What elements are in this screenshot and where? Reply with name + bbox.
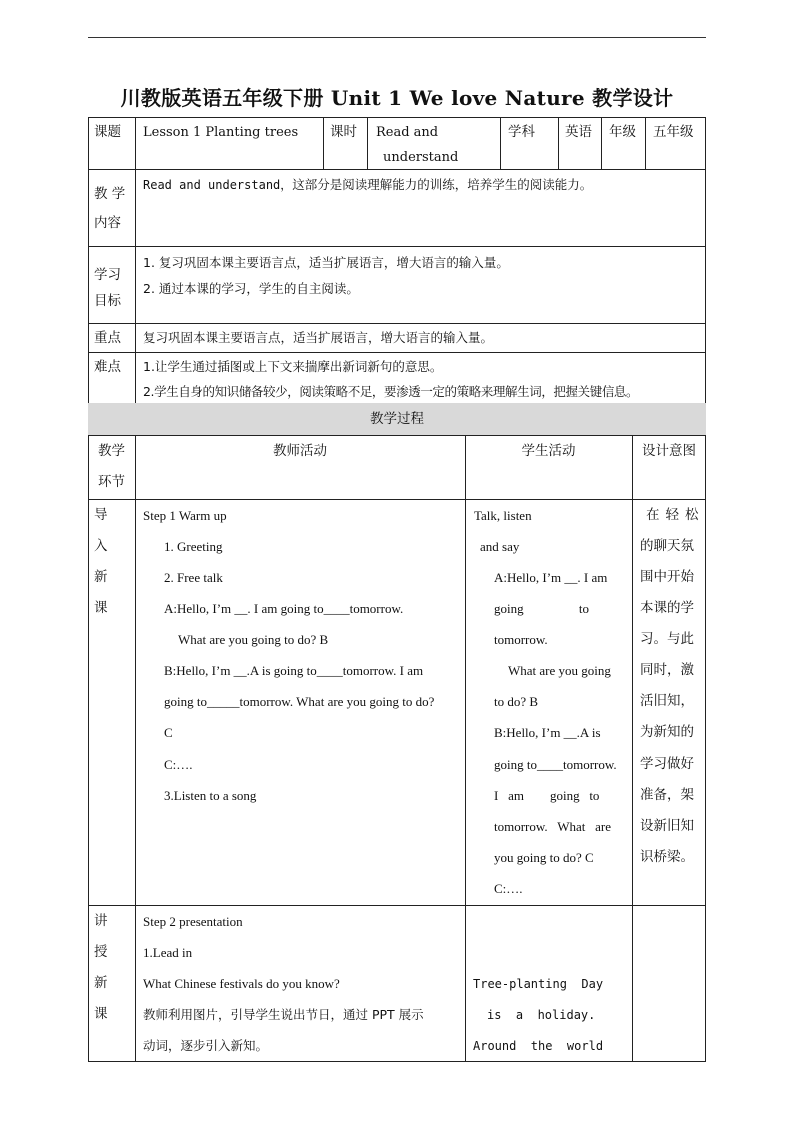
process-header: 教学过程 — [370, 411, 424, 427]
intent-line: 活旧知， — [640, 693, 694, 709]
stage-char: 课 — [94, 1006, 108, 1022]
teacher-line: 2. Free talk — [164, 570, 223, 585]
period-label: 课时 — [330, 124, 357, 140]
student-line: is a holiday. — [487, 1008, 596, 1022]
content-text-cn: 这部分是阅读理解能力的训练，培养学生的阅读能力。 — [292, 177, 593, 192]
intent-line: 设新旧知 — [640, 818, 694, 834]
intent-line: 学习做好 — [640, 756, 694, 772]
stage-char: 入 — [94, 538, 108, 554]
student-line: going to____tomorrow. — [494, 757, 617, 772]
col-stage-line1: 教学 — [98, 443, 125, 459]
topic-label: 课题 — [94, 124, 121, 140]
intent-line: 的聊天氛 — [640, 538, 694, 554]
student-line: to do? B — [494, 694, 539, 709]
key-points-text: 复习巩固本课主要语言点，适当扩展语言，增大语言的输入量。 — [143, 330, 494, 345]
teacher-line: 3.Listen to a song — [164, 788, 257, 803]
teacher-line: going to_____tomorrow. What are you going to do? — [164, 694, 435, 709]
intent-line: 准备，架 — [640, 787, 694, 803]
stage-char: 新 — [94, 569, 108, 585]
content-label-line2: 内容 — [94, 215, 121, 231]
stage-char: 授 — [94, 944, 108, 960]
key-points-label: 重点 — [94, 330, 121, 346]
stage-char: 讲 — [94, 913, 108, 929]
goals-label-line2: 目标 — [94, 293, 121, 309]
teacher-line: Step 2 presentation — [143, 914, 243, 929]
content-label-line1: 教 学 — [94, 186, 126, 202]
intent-line: 习。与此 — [640, 631, 694, 647]
student-line: What are you going — [508, 663, 611, 678]
grade-value: 五年级 — [653, 124, 694, 140]
goals-item-1: 1. 复习巩固本课主要语言点，适当扩展语言，增大语言的输入量。 — [143, 255, 509, 270]
teacher-line: 1.Lead in — [143, 945, 193, 960]
intent-line: 识桥梁。 — [640, 849, 694, 865]
goals-item-2: 2. 通过本课的学习，学生的自主阅读。 — [143, 281, 359, 296]
col-stage-line2: 环节 — [98, 474, 125, 490]
intent-line: 同时，激 — [640, 662, 694, 678]
teacher-line: A:Hello, I’m __. I am going to____tomorrow. — [164, 601, 404, 616]
student-line: Around the world — [473, 1039, 604, 1053]
difficulties-item-1: 1.让学生通过插图或上下文来揣摩出新词新句的意思。 — [143, 359, 443, 374]
student-line: and say — [480, 539, 520, 554]
student-line: you going to do? C — [494, 850, 594, 865]
topic-value: Lesson 1 Planting trees — [143, 125, 299, 140]
subject-value: 英语 — [565, 124, 592, 140]
intent-line: 在轻松 — [646, 507, 705, 523]
teacher-line: 1. Greeting — [164, 539, 223, 554]
student-line: Tree-planting Day — [473, 977, 604, 991]
content-text-en: Read and understand， — [143, 178, 293, 192]
page-title: 川教版英语五年级下册 Unit 1 We love Nature 教学设计 — [120, 86, 674, 110]
period-value-line2: understand — [383, 150, 459, 165]
student-line: tomorrow. — [494, 632, 548, 647]
stage-char: 课 — [94, 600, 108, 616]
col-intent: 设计意图 — [642, 443, 696, 459]
teacher-line: What are you going to do? B — [178, 632, 329, 647]
col-student: 学生活动 — [521, 443, 576, 459]
intent-line: 为新知的 — [640, 724, 694, 740]
teacher-line: C — [164, 725, 173, 740]
student-line: A:Hello, I’m __. I am — [494, 570, 608, 585]
student-line: tomorrow. What are — [494, 819, 611, 834]
teacher-line: Step 1 Warm up — [143, 508, 227, 523]
stage-char: 新 — [94, 975, 108, 991]
student-line: Talk, listen — [474, 508, 532, 523]
grade-label: 年级 — [609, 124, 636, 140]
student-line: I am going to — [494, 788, 600, 803]
intent-line: 围中开始 — [640, 569, 694, 585]
difficulties-label: 难点 — [94, 359, 121, 375]
intent-line: 本课的学 — [640, 600, 694, 616]
goals-label-line1: 学习 — [94, 267, 121, 283]
teacher-line: 动词，逐步引入新知。 — [143, 1038, 269, 1053]
difficulties-item-2: 2.学生自身的知识储备较少，阅读策略不足，要渗透一定的策略来理解生词，把握关键信息。 — [143, 384, 639, 399]
teacher-line: B:Hello, I’m __.A is going to____tomorrow. I am — [164, 663, 424, 678]
period-value-line1: Read and — [376, 125, 439, 140]
student-line: B:Hello, I’m __.A is — [494, 725, 601, 740]
content-text — [143, 176, 592, 194]
student-line: C:…. — [494, 881, 523, 896]
subject-label: 学科 — [508, 124, 535, 140]
student-line: going to — [494, 601, 589, 616]
teacher-line: What Chinese festivals do you know? — [143, 976, 340, 991]
teacher-line: C:…. — [164, 757, 193, 772]
top-rule — [88, 37, 706, 38]
stage-char: 导 — [94, 507, 108, 523]
teacher-line: 教师利用图片，引导学生说出节日，通过 PPT 展示 — [143, 1007, 424, 1022]
col-teacher: 教师活动 — [273, 443, 327, 459]
